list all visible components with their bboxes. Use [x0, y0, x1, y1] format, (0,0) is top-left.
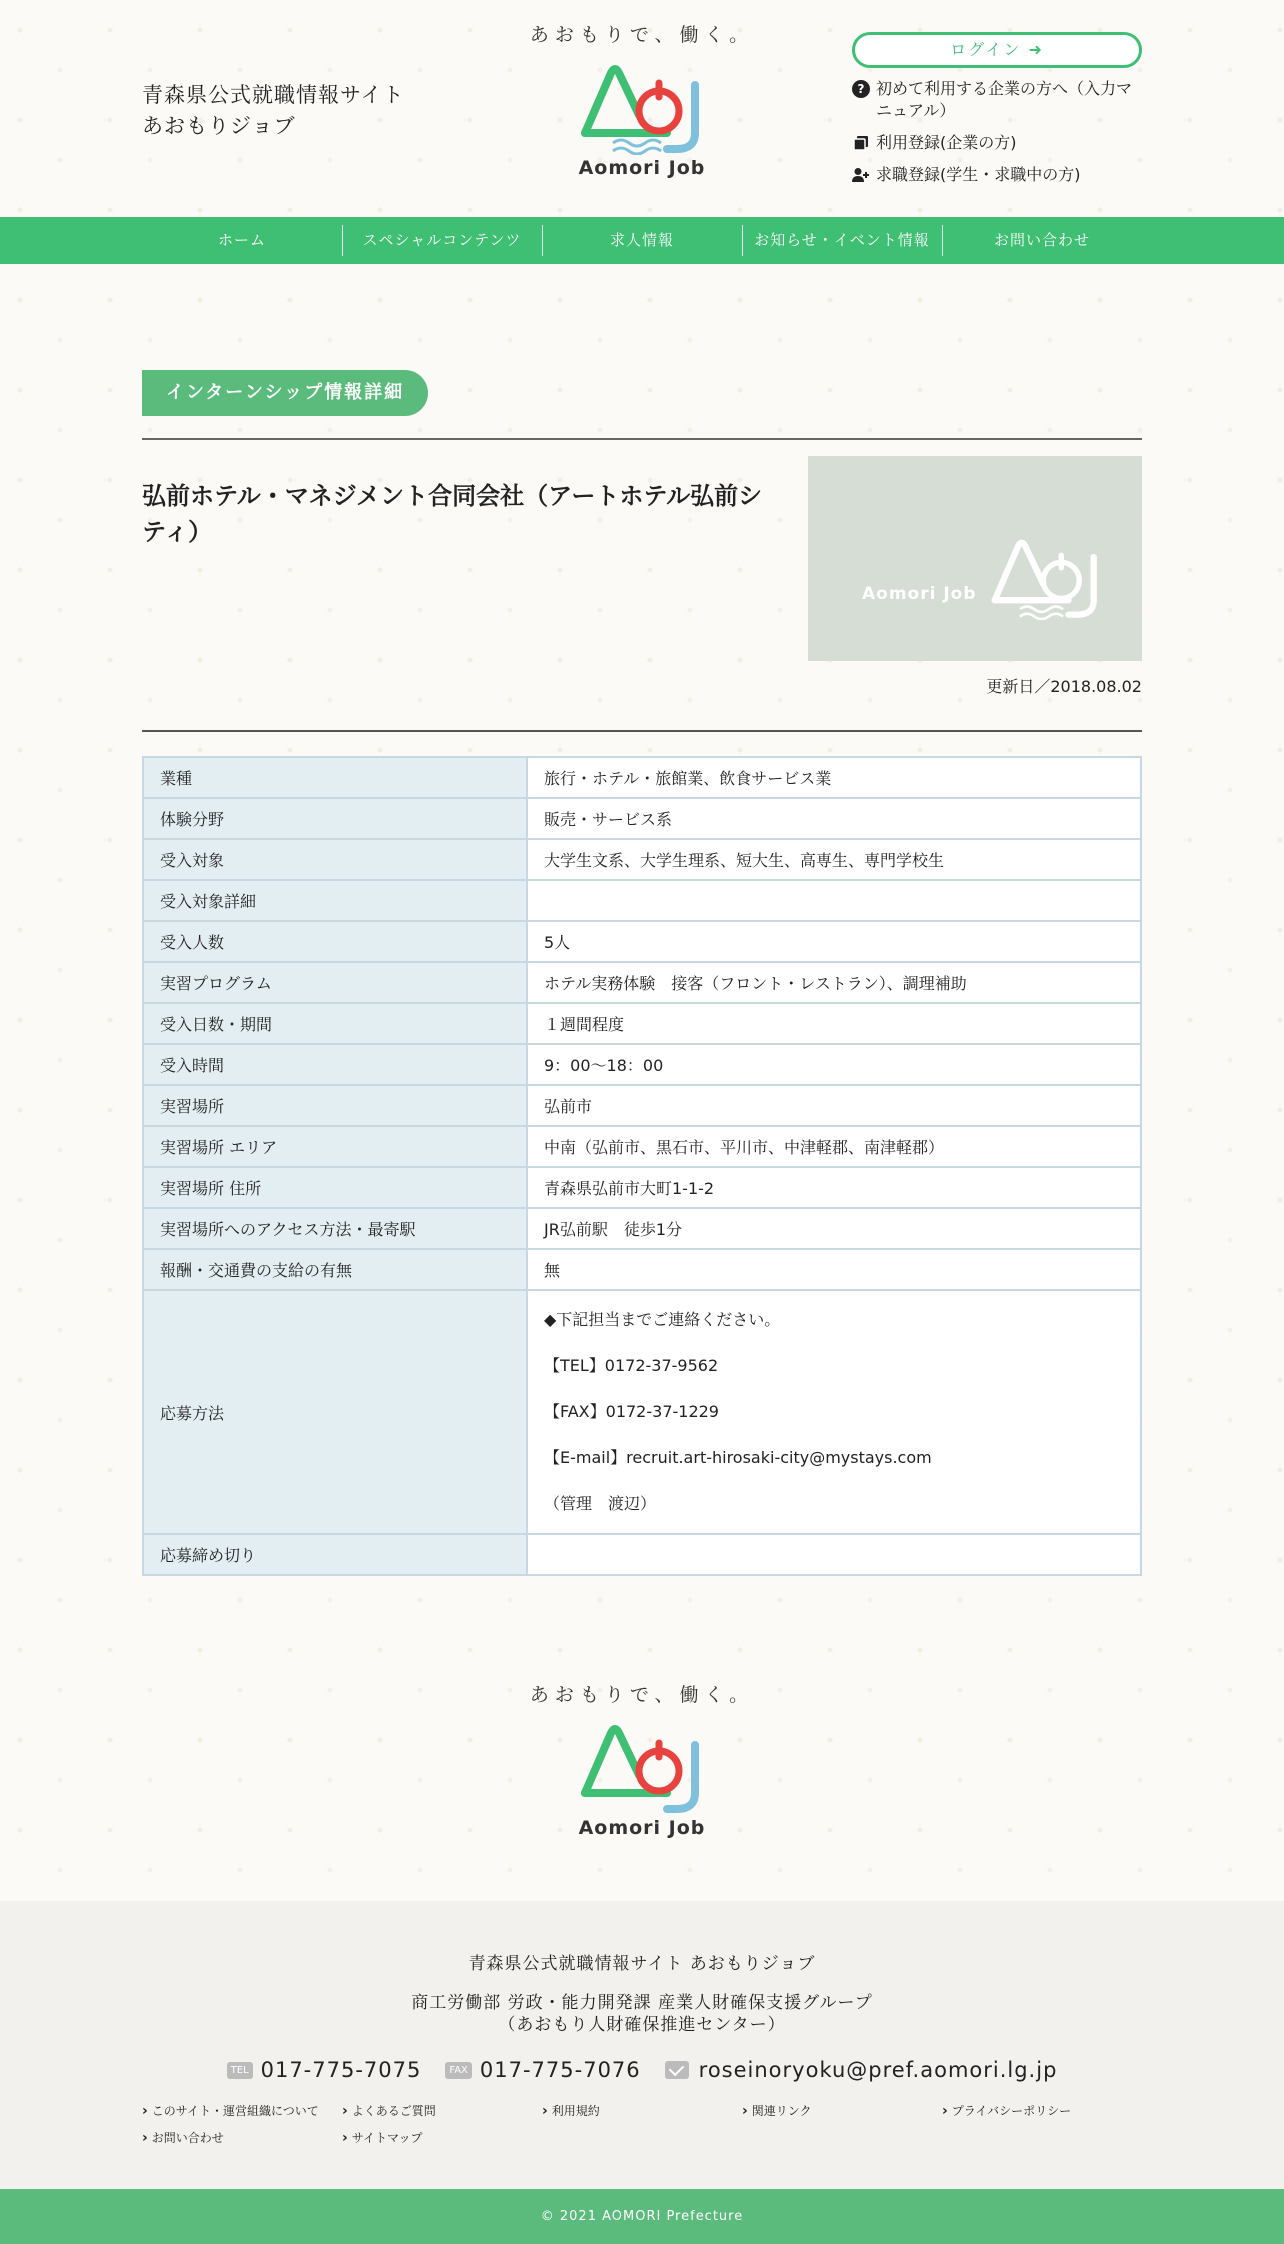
footer-contacts — [0, 2058, 1284, 2082]
internship-details-table — [142, 756, 1142, 1576]
table-row — [143, 839, 1141, 880]
table-row — [143, 1044, 1141, 1085]
table-row — [143, 1208, 1141, 1249]
row-label: 実習場所 住所 — [143, 1167, 527, 1208]
company-block — [142, 440, 1142, 730]
row-label: 受入時間 — [143, 1044, 527, 1085]
row-value: 旅行・ホテル・旅館業、飲食サービス業 — [527, 757, 1141, 798]
nav-contact[interactable]: お問い合わせ — [942, 217, 1142, 264]
row-label: 受入対象詳細 — [143, 880, 527, 921]
table-row — [143, 1249, 1141, 1290]
apply-fax: 【FAX】0172-37-1229 — [544, 1402, 719, 1421]
footer-logo-text: Aomori Job — [578, 1817, 706, 1839]
row-value: 販売・サービス系 — [527, 798, 1141, 839]
footer-link-faq[interactable]: › よくあるご質問 — [342, 2102, 542, 2119]
footer-tagline: あおもりで、働く。 — [529, 1684, 755, 1706]
footer-tel[interactable]: TEL 017-775-7075 — [227, 2058, 422, 2082]
tagline: あおもりで、働く。 — [529, 24, 755, 46]
nav-special-contents[interactable]: スペシャルコンテンツ — [342, 217, 542, 264]
row-value: ホテル実務体験 接客（フロント・レストラン）、調理補助 — [527, 962, 1141, 1003]
row-label: 体験分野 — [143, 798, 527, 839]
row-label: 業種 — [143, 757, 527, 798]
footer-link-terms[interactable]: › 利用規約 — [542, 2102, 742, 2119]
row-label: 受入人数 — [143, 921, 527, 962]
header-actions — [852, 32, 1142, 186]
nav-news-events[interactable]: お知らせ・イベント情報 — [742, 217, 942, 264]
table-row — [143, 1085, 1141, 1126]
copy-icon — [852, 134, 870, 152]
row-value: 青森県弘前市大町1-1-2 — [527, 1167, 1141, 1208]
divider — [142, 730, 1142, 732]
thumbnail-logo-icon — [986, 530, 1106, 620]
apply-method — [527, 1290, 1141, 1534]
site-header — [0, 0, 1284, 217]
row-value: 無 — [527, 1249, 1141, 1290]
site-footer — [0, 1901, 1284, 2189]
fax-icon: FAX — [445, 2062, 472, 2079]
table-row — [143, 1534, 1141, 1575]
section-title: インターンシップ情報詳細 — [142, 370, 428, 416]
footer-link-sitemap[interactable]: › サイトマップ — [342, 2129, 542, 2146]
copyright: © 2021 AOMORI Prefecture — [0, 2189, 1284, 2244]
row-label: 実習場所へのアクセス方法・最寄駅 — [143, 1208, 527, 1249]
updated-date: 更新日／2018.08.02 — [986, 677, 1142, 696]
user-plus-icon — [852, 166, 870, 184]
row-label: 応募方法 — [143, 1290, 527, 1534]
row-value: 5人 — [527, 921, 1141, 962]
footer-fax: FAX 017-775-7076 — [445, 2058, 640, 2082]
table-row-apply — [143, 1290, 1141, 1534]
table-row — [143, 880, 1141, 921]
login-button[interactable]: ログイン ➜ — [852, 32, 1142, 68]
footer-email[interactable]: roseinoryoku@pref.aomori.lg.jp — [665, 2058, 1058, 2082]
mail-icon — [665, 2061, 689, 2079]
table-row — [143, 757, 1141, 798]
apply-contact-person: （管理 渡辺） — [544, 1494, 657, 1513]
row-label: 応募締め切り — [143, 1534, 527, 1575]
aomori-job-logo-icon — [577, 55, 707, 155]
apply-line: ◆下記担当までご連絡ください。 — [544, 1310, 781, 1329]
row-value — [527, 880, 1141, 921]
company-register-link[interactable]: 利用登録(企業の方) — [852, 132, 1142, 154]
login-icon: ➜ — [1028, 40, 1044, 59]
nav-home[interactable]: ホーム — [217, 231, 266, 249]
global-nav — [0, 217, 1284, 264]
table-row — [143, 1003, 1141, 1044]
table-row — [143, 1167, 1141, 1208]
jobseeker-register-link[interactable]: 求職登録(学生・求職中の方) — [852, 164, 1142, 186]
row-value: 大学生文系、大学生理系、短大生、高専生、専門学校生 — [527, 839, 1141, 880]
footer-link-about[interactable]: › このサイト・運営組織について — [142, 2102, 342, 2119]
thumbnail-label: Aomori Job — [862, 584, 977, 604]
apply-tel: 【TEL】0172-37-9562 — [544, 1356, 719, 1375]
row-value: １週間程度 — [527, 1003, 1141, 1044]
footer-link-privacy[interactable]: › プライバシーポリシー — [942, 2102, 1142, 2119]
question-circle-icon: ? — [852, 80, 870, 98]
row-value: 9：00〜18：00 — [527, 1044, 1141, 1085]
footer-links — [142, 2102, 1142, 2146]
nav-job-info[interactable]: 求人情報 — [542, 217, 742, 264]
table-row — [143, 921, 1141, 962]
row-label: 報酬・交通費の支給の有無 — [143, 1249, 527, 1290]
footer-link-related[interactable]: › 関連リンク — [742, 2102, 942, 2119]
site-title-line1: 青森県公式就職情報サイト — [142, 83, 405, 107]
row-label: 実習場所 エリア — [143, 1126, 527, 1167]
footer-link-contact[interactable]: › お問い合わせ — [142, 2129, 342, 2146]
footer-department: 商工労働部 労政・能力開発課 産業人財確保支援グループ （あおもり人財確保推進センター） — [411, 1993, 873, 2035]
row-label: 受入日数・期間 — [143, 1003, 527, 1044]
row-value: JR弘前駅 徒歩1分 — [527, 1208, 1141, 1249]
table-row — [143, 798, 1141, 839]
main-content — [142, 370, 1142, 1576]
company-name: 弘前ホテル・マネジメント合同会社（アートホテル弘前シティ） — [142, 482, 763, 546]
table-row — [143, 962, 1141, 1003]
tel-icon: TEL — [227, 2062, 253, 2079]
row-label: 受入対象 — [143, 839, 527, 880]
company-thumbnail — [808, 456, 1142, 661]
row-value: 弘前市 — [527, 1085, 1141, 1126]
site-title[interactable] — [142, 80, 405, 142]
table-row — [143, 1126, 1141, 1167]
manual-link[interactable]: ? 初めて利用する企業の方へ（入力マニュアル） — [852, 78, 1142, 122]
footer-title: 青森県公式就職情報サイト あおもりジョブ — [468, 1954, 816, 1974]
apply-email: 【E-mail】recruit.art-hirosaki-city@mystays.com — [544, 1448, 932, 1467]
row-label: 実習場所 — [143, 1085, 527, 1126]
row-value — [527, 1534, 1141, 1575]
row-value: 中南（弘前市、黒石市、平川市、中津軽郡、南津軽郡） — [527, 1126, 1141, 1167]
footer-logo-icon — [577, 1715, 707, 1815]
logo-text: Aomori Job — [578, 157, 706, 179]
row-label: 実習プログラム — [143, 962, 527, 1003]
site-title-line2: あおもりジョブ — [142, 114, 296, 138]
